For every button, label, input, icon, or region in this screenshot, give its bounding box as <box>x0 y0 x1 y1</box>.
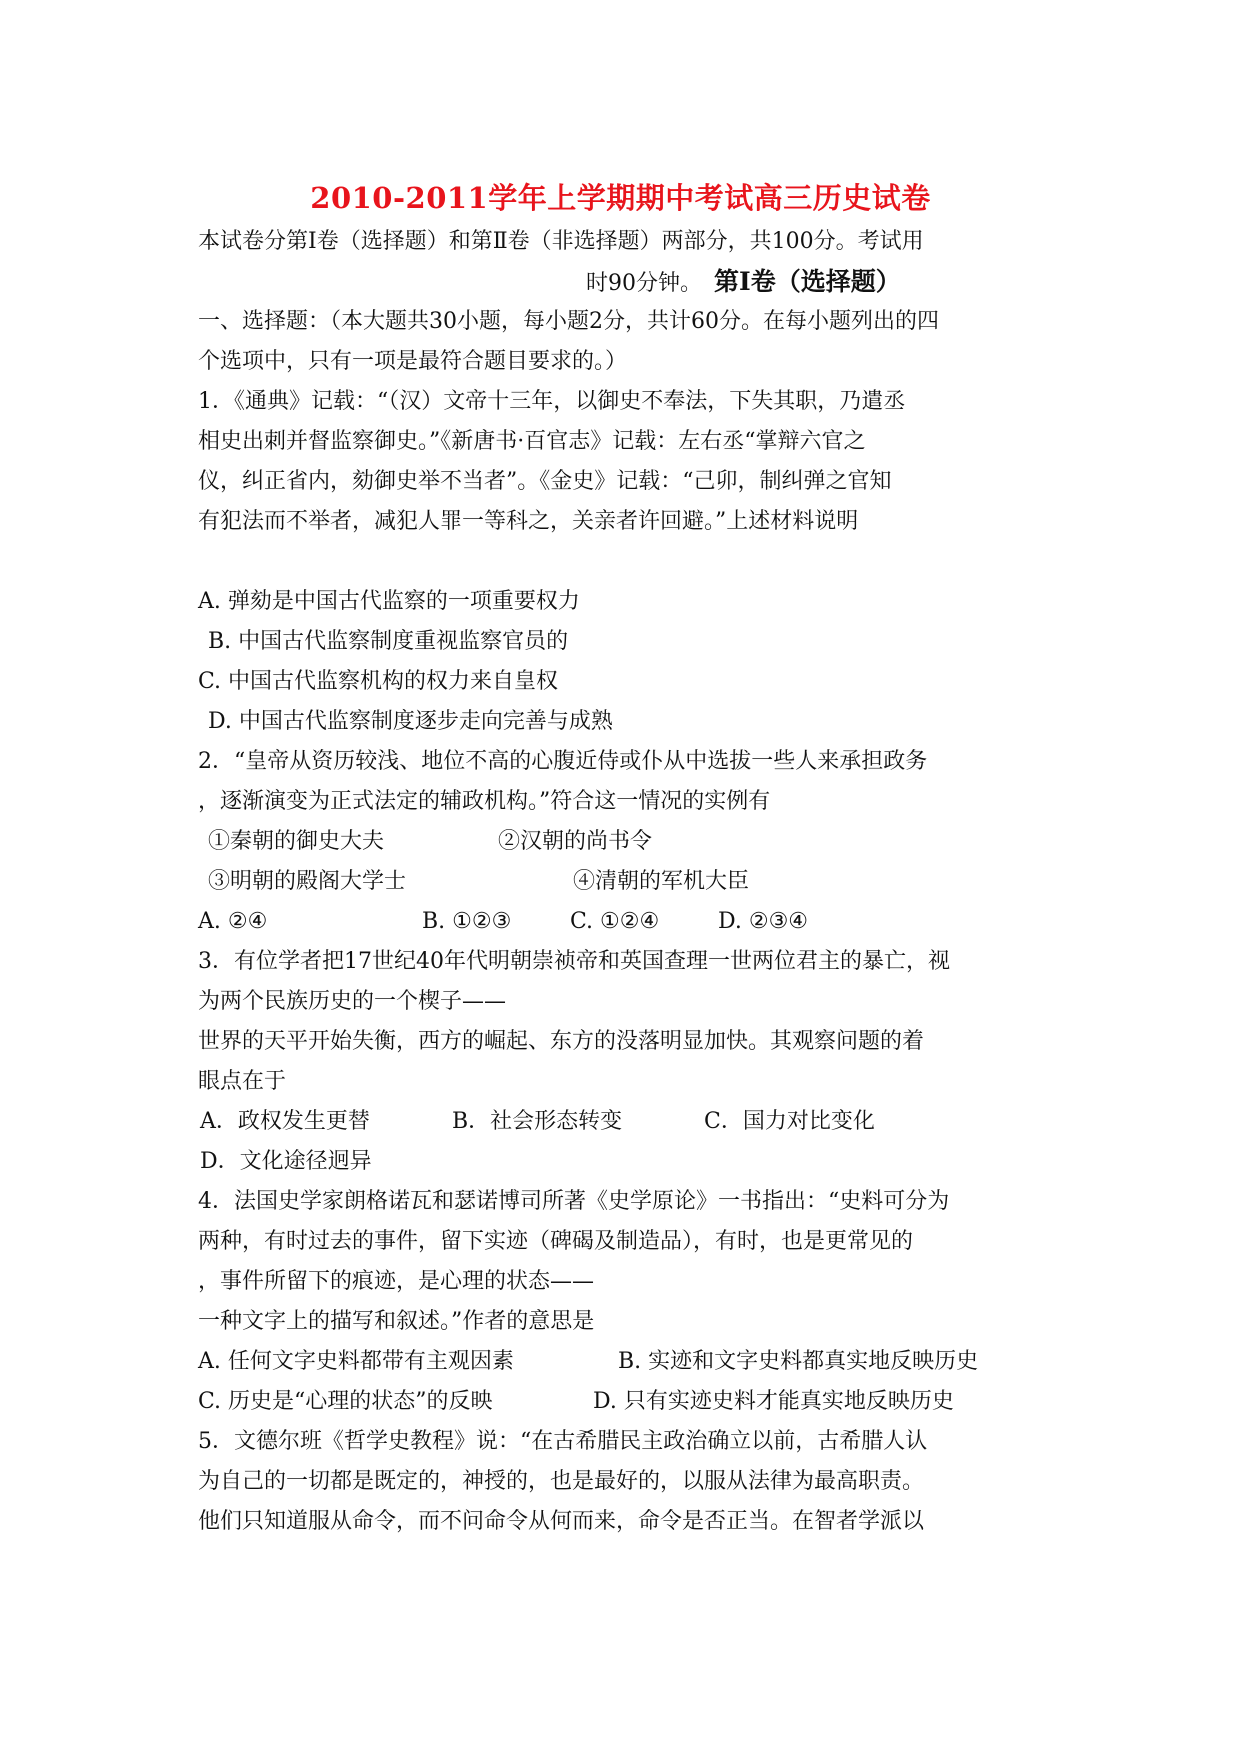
q4-line: 一种文字上的描写和叙述。”作者的意思是 <box>198 1309 595 1334</box>
q5-line: 他们只知道服从命令，而不问命令从何而来，命令是否正当。在智者学派以 <box>198 1509 925 1534</box>
q2-option-b: B. ①②③ <box>422 909 512 934</box>
q2-item-4: ④清朝的军机大臣 <box>573 869 750 894</box>
q2-items-row-2 <box>198 862 1048 902</box>
q2-line: ，逐渐演变为正式法定的辅政机构。”符合这一情况的实例有 <box>198 789 771 814</box>
q1-line: 有犯法而不举者，减犯人罪一等科之，关亲者许回避。”上述材料说明 <box>198 509 859 534</box>
q4-line: 4．法国史学家朗格诺瓦和瑟诺博司所著《史学原论》一书指出：“史料可分为 <box>198 1189 950 1214</box>
q1-line: 相史出刺并督监察御史。”《新唐书·百官志》记载：左右丞“掌辩六官之 <box>198 429 866 454</box>
intro-line-2 <box>198 262 1048 302</box>
q3-line: 世界的天平开始失衡，西方的崛起、东方的没落明显加快。其观察问题的着 <box>198 1029 925 1054</box>
q3-line: 为两个民族历史的一个楔子—— <box>198 989 507 1014</box>
q2-options-row <box>198 902 1048 942</box>
section1-line-2: 个选项中，只有一项是最符合题目要求的。） <box>198 349 628 374</box>
q3-options-row <box>198 1102 1048 1142</box>
q2-option-d: D. ②③④ <box>718 909 809 934</box>
q4-line: 两种，有时过去的事件，留下实迹（碑碣及制造品），有时，也是更常见的 <box>198 1229 914 1254</box>
q1-option-b: B. 中国古代监察制度重视监察官员的 <box>208 629 569 654</box>
q4-options-row-1 <box>198 1342 1048 1382</box>
intro-line-1: 本试卷分第Ⅰ卷（选择题）和第Ⅱ卷（非选择题）两部分，共100分。考试用 <box>198 229 924 254</box>
q3-option-a: A．政权发生更替 <box>200 1109 370 1134</box>
q4-option-b: B. 实迹和文字史料都真实地反映历史 <box>618 1349 979 1374</box>
q1-option-d: D. 中国古代监察制度逐步走向完善与成熟 <box>208 709 613 734</box>
q1-option-a: A. 弹劾是中国古代监察的一项重要权力 <box>198 589 580 614</box>
q2-item-3: ③明朝的殿阁大学士 <box>208 869 407 894</box>
section1-line-1: 一、选择题：（本大题共30小题，每小题2分，共计60分。在每小题列出的四 <box>198 309 939 334</box>
q4-option-d: D. 只有实迹史料才能真实地反映历史 <box>593 1389 954 1414</box>
exam-duration-text: 时90分钟。 <box>586 271 702 296</box>
part1-title: 第Ⅰ卷（选择题） <box>714 267 901 296</box>
q4-options-row-2 <box>198 1382 1048 1422</box>
q1-line: 1．《通典》记载：“（汉）文帝十三年，以御史不奉法，下失其职，乃遣丞 <box>198 389 906 414</box>
q5-line: 为自己的一切都是既定的，神授的，也是最好的，以服从法律为最高职责。 <box>198 1469 925 1494</box>
q4-option-c: C. 历史是“心理的状态”的反映 <box>198 1389 493 1414</box>
q2-option-a: A. ②④ <box>198 909 268 934</box>
q4-line: ，事件所留下的痕迹，是心理的状态—— <box>198 1269 595 1294</box>
q3-option-c: C．国力对比变化 <box>704 1109 875 1134</box>
q2-item-1: ①秦朝的御史大夫 <box>208 829 385 854</box>
exam-title: 2010-2011学年上学期期中考试高三历史试卷 <box>310 181 931 215</box>
q3-option-d: D．文化途径迥异 <box>200 1149 372 1174</box>
q4-option-a: A. 任何文字史料都带有主观因素 <box>198 1349 514 1374</box>
q3-line: 眼点在于 <box>198 1069 287 1094</box>
q2-line: 2．“皇帝从资历较浅、地位不高的心腹近侍或仆从中选拔一些人来承担政务 <box>198 749 928 774</box>
q5-line: 5．文德尔班《哲学史教程》说：“在古希腊民主政治确立以前，古希腊人认 <box>198 1429 928 1454</box>
q1-line: 仪，纠正省内，劾御史举不当者”。《金史》记载：“己卯，制纠弹之官知 <box>198 469 892 494</box>
q2-items-row-1 <box>198 822 1048 862</box>
q2-option-c: C. ①②④ <box>570 909 660 934</box>
exam-content <box>198 222 1048 1542</box>
spacer <box>198 542 1048 582</box>
q3-line: 3．有位学者把17世纪40年代明朝崇祯帝和英国查理一世两位君主的暴亡，视 <box>198 949 950 974</box>
q1-option-c: C. 中国古代监察机构的权力来自皇权 <box>198 669 559 694</box>
q3-option-b: B．社会形态转变 <box>452 1109 623 1134</box>
q2-item-2: ②汉朝的尚书令 <box>498 829 653 854</box>
